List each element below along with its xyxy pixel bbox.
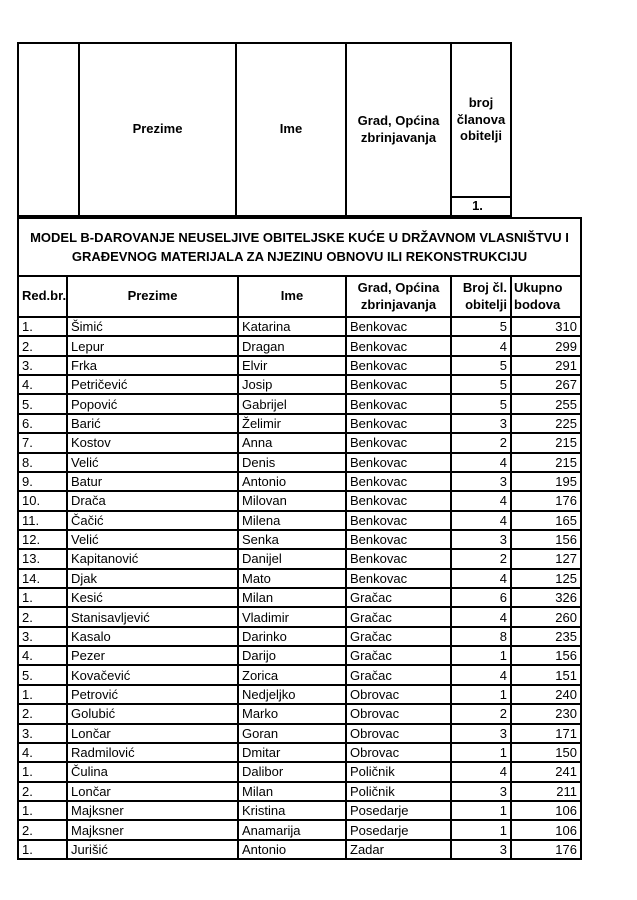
row-number: 1. <box>19 763 68 780</box>
city-of-care: Poličnik <box>347 783 452 800</box>
total-points: 195 <box>555 474 577 490</box>
family-members-count: 3 <box>452 415 512 432</box>
first-name: Nedjeljko <box>239 686 347 703</box>
family-members-count: 4 <box>452 512 512 529</box>
first-name: Gabrijel <box>239 395 347 412</box>
first-name: Milovan <box>239 492 347 509</box>
surname: Petrović <box>68 686 239 703</box>
first-name: Elvir <box>239 357 347 374</box>
city-of-care: Benkovac <box>347 550 452 567</box>
total-points: 326 <box>555 590 577 606</box>
surname: Jurišić <box>68 841 239 858</box>
header-broj-cl: Broj čl. obitelji <box>452 277 512 316</box>
family-members-count: 3 <box>452 531 512 548</box>
surname: Majksner <box>68 821 239 838</box>
table-row <box>19 744 580 763</box>
first-name: Antonio <box>239 841 347 858</box>
family-members-count: 4 <box>452 454 512 471</box>
family-members-count: 3 <box>452 725 512 742</box>
header-grad: Grad, Općina zbrinjavanja <box>347 277 452 316</box>
surname: Djak <box>68 570 239 587</box>
total-points: 127 <box>555 551 577 567</box>
row-number: 11. <box>19 512 68 529</box>
city-of-care: Poličnik <box>347 763 452 780</box>
surname: Lončar <box>68 725 239 742</box>
first-name: Goran <box>239 725 347 742</box>
total-points: 150 <box>555 745 577 761</box>
table-row <box>19 318 580 337</box>
surname: Pezer <box>68 647 239 664</box>
total-points: 165 <box>555 512 577 528</box>
family-members-count: 5 <box>452 318 512 335</box>
surname: Velić <box>68 531 239 548</box>
city-of-care: Posedarje <box>347 821 452 838</box>
total-points: 215 <box>555 435 577 451</box>
header-ime: Ime <box>239 277 347 316</box>
surname: Kesić <box>68 589 239 606</box>
family-members-count: 4 <box>452 570 512 587</box>
surname: Čačić <box>68 512 239 529</box>
surname: Šimić <box>68 318 239 335</box>
table-row <box>19 802 580 821</box>
table-row <box>19 376 580 395</box>
total-points: 225 <box>555 415 577 431</box>
row-number: 1. <box>19 318 68 335</box>
city-of-care: Posedarje <box>347 802 452 819</box>
first-name: Denis <box>239 454 347 471</box>
city-of-care: Benkovac <box>347 570 452 587</box>
first-name: Darijo <box>239 647 347 664</box>
row-number: 1. <box>19 802 68 819</box>
family-members-count: 5 <box>452 376 512 393</box>
row-number: 4. <box>19 376 68 393</box>
family-members-count: 4 <box>452 666 512 683</box>
family-members-count: 4 <box>452 492 512 509</box>
first-name: Dmitar <box>239 744 347 761</box>
table-header-row <box>19 277 580 318</box>
family-members-count: 4 <box>452 763 512 780</box>
city-of-care: Benkovac <box>347 376 452 393</box>
table-row <box>19 454 580 473</box>
surname: Kapitanović <box>68 550 239 567</box>
city-of-care: Gračac <box>347 647 452 664</box>
family-members-count: 3 <box>452 783 512 800</box>
surname: Lepur <box>68 337 239 354</box>
first-name: Želimir <box>239 415 347 432</box>
table-body <box>19 318 580 858</box>
first-name: Milena <box>239 512 347 529</box>
allocation-table <box>17 217 582 860</box>
table-row <box>19 705 580 724</box>
table-row <box>19 821 580 840</box>
table-title-line2: GRAĐEVNOG MATERIJALA ZA NJEZINU OBNOVU ILI REKONSTRUKCIJU <box>71 249 528 264</box>
table-row <box>19 357 580 376</box>
first-name: Milan <box>239 589 347 606</box>
first-name: Katarina <box>239 318 347 335</box>
broj-clanova-box: broj članova obitelji <box>452 44 510 198</box>
row-number: 3. <box>19 628 68 645</box>
city-of-care: Benkovac <box>347 473 452 490</box>
row-number: 1. <box>19 686 68 703</box>
row-number: 4. <box>19 744 68 761</box>
table-row <box>19 783 580 802</box>
total-points: 235 <box>555 628 577 644</box>
city-of-care: Obrovac <box>347 705 452 722</box>
total-points: 176 <box>555 493 577 509</box>
first-name: Josip <box>239 376 347 393</box>
family-members-count: 2 <box>452 434 512 451</box>
row-number: 6. <box>19 415 68 432</box>
first-name: Antonio <box>239 473 347 490</box>
row-number: 4. <box>19 647 68 664</box>
top-empty-cell <box>19 44 80 215</box>
total-points: 267 <box>555 377 577 393</box>
first-name: Dalibor <box>239 763 347 780</box>
table-row <box>19 666 580 685</box>
top-header-ime: Ime <box>237 44 347 215</box>
city-of-care: Benkovac <box>347 454 452 471</box>
row-number: 9. <box>19 473 68 490</box>
table-row <box>19 725 580 744</box>
surname: Kasalo <box>68 628 239 645</box>
city-of-care: Zadar <box>347 841 452 858</box>
table-row <box>19 434 580 453</box>
city-of-care: Gračac <box>347 589 452 606</box>
row-number: 7. <box>19 434 68 451</box>
first-name: Vladimir <box>239 608 347 625</box>
total-points: 241 <box>555 764 577 780</box>
table-row <box>19 570 580 589</box>
total-points: 171 <box>555 725 577 741</box>
table-row <box>19 608 580 627</box>
family-members-count: 4 <box>452 608 512 625</box>
first-name: Marko <box>239 705 347 722</box>
header-prezime: Prezime <box>68 277 239 316</box>
surname: Stanisavljević <box>68 608 239 625</box>
top-header-grad: Grad, Općina zbrinjavanja <box>347 44 452 215</box>
row-number: 10. <box>19 492 68 509</box>
table-row <box>19 686 580 705</box>
row-number: 14. <box>19 570 68 587</box>
total-points: 106 <box>555 822 577 838</box>
family-members-count: 1 <box>452 821 512 838</box>
family-members-count: 1 <box>452 686 512 703</box>
row-number: 2. <box>19 821 68 838</box>
total-points: 211 <box>556 783 577 799</box>
table-title <box>19 219 580 277</box>
city-of-care: Obrovac <box>347 725 452 742</box>
row-number: 13. <box>19 550 68 567</box>
city-of-care: Benkovac <box>347 512 452 529</box>
surname: Frka <box>68 357 239 374</box>
city-of-care: Benkovac <box>347 492 452 509</box>
city-of-care: Benkovac <box>347 531 452 548</box>
surname: Barić <box>68 415 239 432</box>
table-title-line1: MODEL B-DAROVANJE NEUSELJIVE OBITELJSKE KUĆE U DRŽAVNOM VLASNIŠTVU I <box>30 229 569 245</box>
total-points: 255 <box>555 396 577 412</box>
first-name: Senka <box>239 531 347 548</box>
total-points: 240 <box>555 687 577 702</box>
family-members-count: 6 <box>452 589 512 606</box>
table-row <box>19 628 580 647</box>
surname: Velić <box>68 454 239 471</box>
first-name: Anna <box>239 434 347 451</box>
family-members-count: 1 <box>452 802 512 819</box>
table-row <box>19 550 580 569</box>
family-members-count: 8 <box>452 628 512 645</box>
first-name: Dragan <box>239 337 347 354</box>
first-name: Darinko <box>239 628 347 645</box>
city-of-care: Obrovac <box>347 686 452 703</box>
row-number: 8. <box>19 454 68 471</box>
row-number: 2. <box>19 337 68 354</box>
city-of-care: Benkovac <box>347 337 452 354</box>
row-number: 1. <box>19 841 68 858</box>
family-members-count: 2 <box>452 705 512 722</box>
first-name: Danijel <box>239 550 347 567</box>
total-points: 125 <box>555 570 577 586</box>
surname: Petričević <box>68 376 239 393</box>
table-row <box>19 531 580 550</box>
table-row <box>19 395 580 414</box>
total-points: 260 <box>555 609 577 625</box>
table-row <box>19 492 580 511</box>
table-row <box>19 473 580 492</box>
surname: Golubić <box>68 705 239 722</box>
row-number: 2. <box>19 608 68 625</box>
table-row <box>19 589 580 608</box>
surname: Popović <box>68 395 239 412</box>
table-row <box>19 841 580 858</box>
family-members-count: 1 <box>452 744 512 761</box>
total-points: 299 <box>555 338 577 354</box>
family-members-count: 4 <box>452 337 512 354</box>
header-red-br: Red.br. <box>19 277 68 316</box>
city-of-care: Gračac <box>347 628 452 645</box>
city-of-care: Benkovac <box>347 395 452 412</box>
city-of-care: Gračac <box>347 608 452 625</box>
row-number: 5. <box>19 395 68 412</box>
city-of-care: Gračac <box>347 666 452 683</box>
total-points: 310 <box>555 319 577 335</box>
city-of-care: Benkovac <box>347 357 452 374</box>
table-row <box>19 512 580 531</box>
row-number: 1. <box>19 589 68 606</box>
surname: Lončar <box>68 783 239 800</box>
first-name: Zorica <box>239 666 347 683</box>
city-of-care: Benkovac <box>347 415 452 432</box>
surname: Drača <box>68 492 239 509</box>
family-members-count: 1 <box>452 647 512 664</box>
top-header-table <box>17 42 512 217</box>
header-ukupno: Ukupno bodova <box>514 280 563 312</box>
row-number: 2. <box>19 705 68 722</box>
family-members-count: 3 <box>452 473 512 490</box>
first-name: Milan <box>239 783 347 800</box>
corner-number-label: 1. <box>472 198 483 214</box>
total-points: 106 <box>555 803 577 819</box>
family-members-count: 5 <box>452 395 512 412</box>
family-members-count: 2 <box>452 550 512 567</box>
row-number: 3. <box>19 357 68 374</box>
total-points: 156 <box>555 648 577 664</box>
total-points: 230 <box>555 706 577 722</box>
city-of-care: Obrovac <box>347 744 452 761</box>
surname: Radmilović <box>68 744 239 761</box>
surname: Kovačević <box>68 666 239 683</box>
total-points: 176 <box>555 841 577 857</box>
first-name: Mato <box>239 570 347 587</box>
row-number: 3. <box>19 725 68 742</box>
total-points: 156 <box>555 532 577 548</box>
table-row <box>19 763 580 782</box>
city-of-care: Benkovac <box>347 434 452 451</box>
row-number: 12. <box>19 531 68 548</box>
table-row <box>19 337 580 356</box>
surname: Majksner <box>68 802 239 819</box>
total-points: 291 <box>555 357 577 373</box>
row-number: 2. <box>19 783 68 800</box>
surname: Kostov <box>68 434 239 451</box>
table-row <box>19 647 580 666</box>
first-name: Anamarija <box>239 821 347 838</box>
top-header-prezime: Prezime <box>80 44 237 215</box>
total-points: 215 <box>555 454 577 470</box>
surname: Čulina <box>68 763 239 780</box>
row-number: 5. <box>19 666 68 683</box>
first-name: Kristina <box>239 802 347 819</box>
top-header-broj-clanova <box>452 44 510 215</box>
total-points: 151 <box>555 667 577 683</box>
family-members-count: 5 <box>452 357 512 374</box>
city-of-care: Benkovac <box>347 318 452 335</box>
surname: Batur <box>68 473 239 490</box>
family-members-count: 3 <box>452 841 512 858</box>
table-row <box>19 415 580 434</box>
